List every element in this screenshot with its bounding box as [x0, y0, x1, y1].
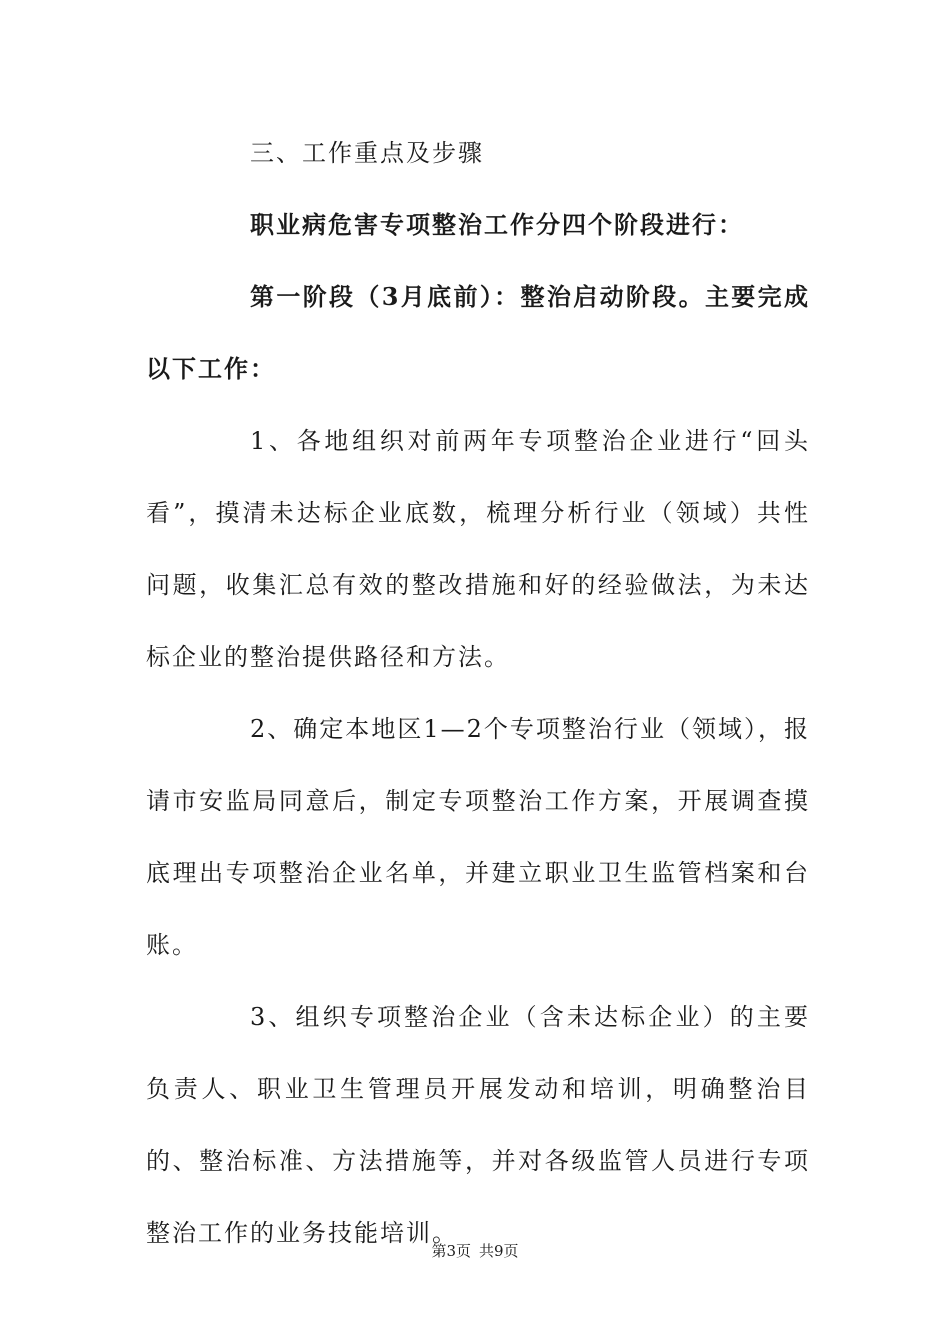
stage-one-paragraph: 第一阶段（3月底前）：整治启动阶段。主要完成以下工作：: [146, 282, 810, 383]
document-body: [146, 117, 810, 1269]
page-footer: [0, 1240, 950, 1261]
item-1-paragraph: 1、各地组织对前两年专项整治企业进行“回头看”，摸清未达标企业底数，梳理分析行业（领域）共性问题，收集汇总有效的整改措施和好的经验做法，为未达标企业的整治提供路径和方法。: [146, 427, 810, 671]
stages-intro-paragraph: 职业病危害专项整治工作分四个阶段进行：: [250, 210, 744, 239]
page-total: 共9页: [479, 1242, 519, 1260]
section-heading: 三、工作重点及步骤: [250, 139, 484, 167]
page-number: 第3页: [431, 1242, 471, 1260]
item-2-paragraph: 2、确定本地区1—2个专项整治行业（领域），报请市安监局同意后，制定专项整治工作方案，开展调查摸底理出专项整治企业名单，并建立职业卫生监管档案和台账。: [146, 715, 810, 959]
item-3-paragraph: 3、组织专项整治企业（含未达标企业）的主要负责人、职业卫生管理员开展发动和培训，明确整治目的、整治标准、方法措施等，并对各级监管人员进行专项整治工作的业务技能培训。: [146, 1003, 810, 1247]
